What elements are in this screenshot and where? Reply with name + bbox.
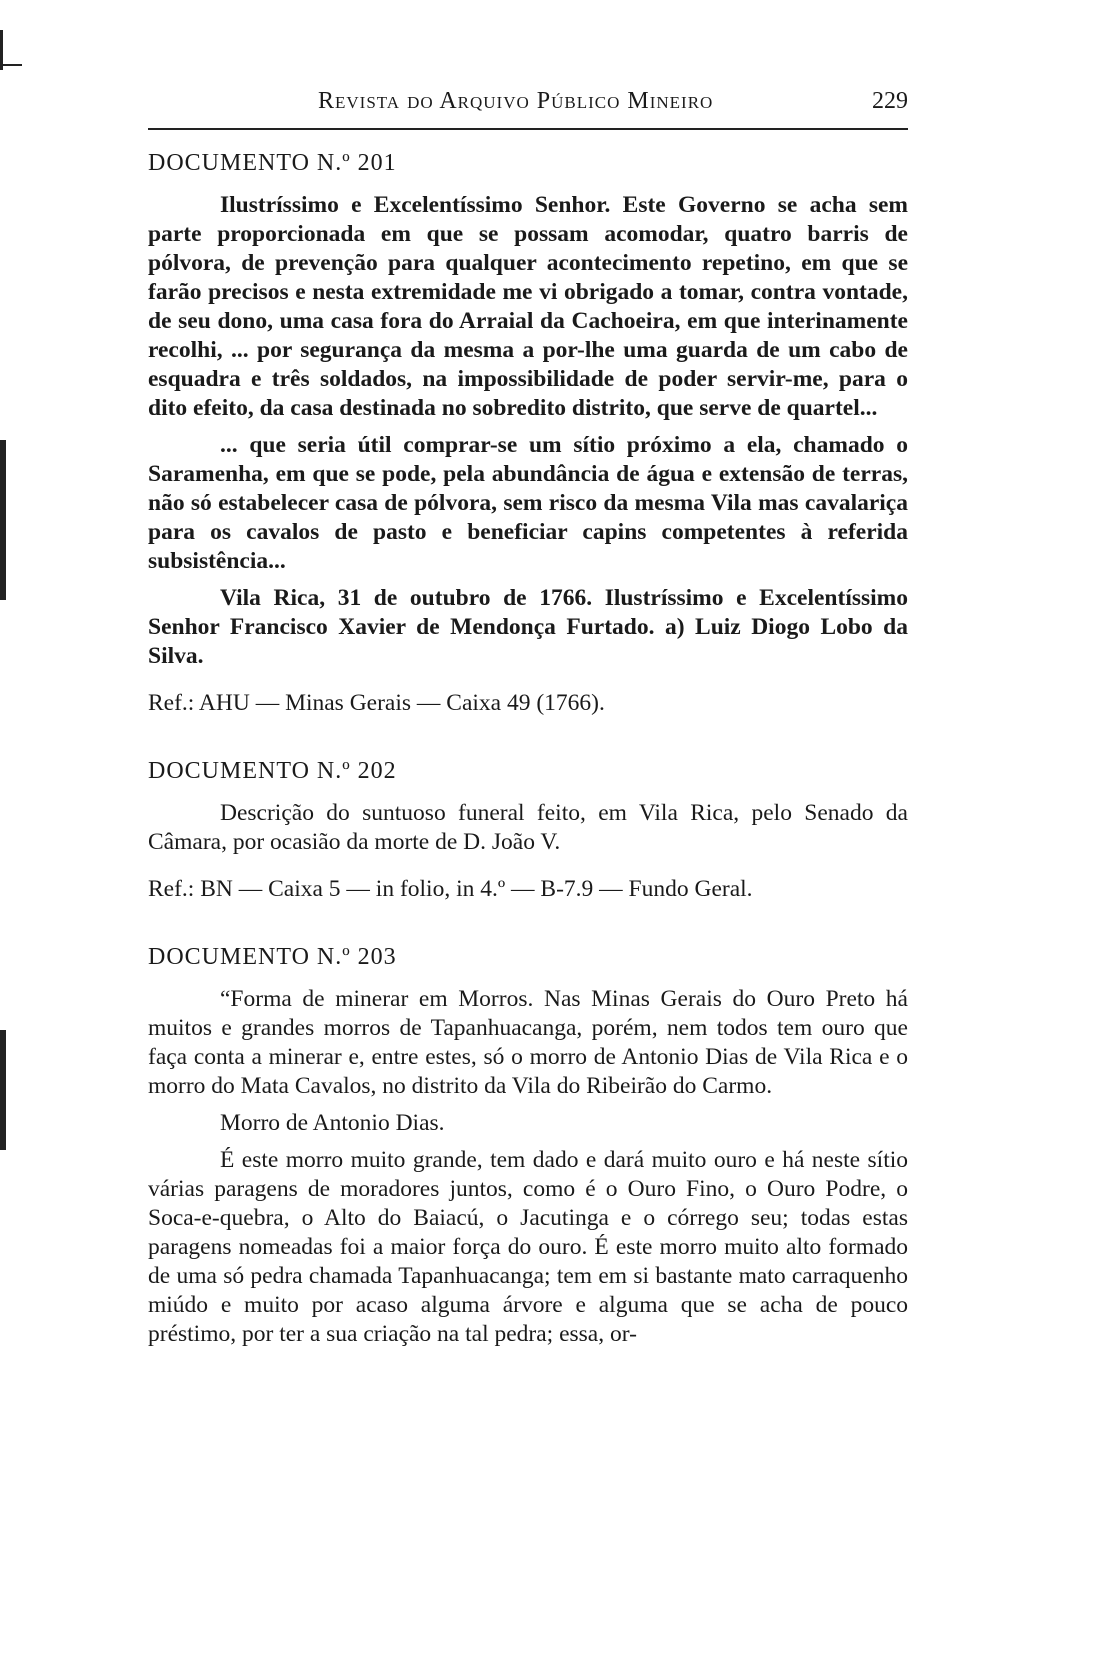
journal-title: Revista do Arquivo Público Mineiro <box>318 88 714 114</box>
document-reference: Ref.: BN — Caixa 5 — in folio, in 4.º — B-7.9 — Fundo Geral. <box>148 876 753 902</box>
paragraph: Descrição do suntuoso funeral feito, em Vila Rica, pelo Senado da Câmara, por ocasião da morte de D. João V. <box>148 800 908 855</box>
document-heading: DOCUMENTO N.º 203 <box>148 944 397 970</box>
paragraph: ... que seria útil comprar-se um sítio próximo a ela, chamado o Saramenha, em que se pode, pela abundância de água e extensão de terras, não só estabelecer casa de pólvora, sem risco da mesma Vila mas cavalariça para os cavalos de pasto e beneficiar capins competentes à referida subsistência... <box>148 432 908 574</box>
document-202 <box>148 758 908 904</box>
document-201 <box>148 150 908 718</box>
paragraph: Ilustríssimo e Excelentíssimo Senhor. Este Governo se acha sem parte proporcionada em que se possam acomodar, quatro barris de pólvora, de prevenção para qualquer acontecimento repetino, em que se farão precisos e nesta extremidade me vi obrigado a tomar, contra vontade, de seu dono, uma casa fora do Arraial da Cachoeira, em que interinamente recolhi, ... por segurança da mesma a por-lhe uma guarda de um cabo de esquadra e três soldados, na impossibilidade de poder servir-me, para o dito efeito, da casa destinada no sobredito distrito, que serve de quartel... <box>148 192 908 421</box>
document-heading: DOCUMENTO N.º 202 <box>148 758 397 784</box>
scan-edge-mark <box>0 1030 6 1150</box>
paragraph: Morro de Antonio Dias. <box>220 1110 445 1136</box>
paragraph: “Forma de minerar em Morros. Nas Minas Gerais do Ouro Preto há muitos e grandes morros de Tapanhuacanga, porém, nem todos tem ouro que faça conta a minerar e, entre estes, só o morro de Antonio Dias de Vila Rica e o morro do Mata Cavalos, no distrito da Vila do Ribeirão do Carmo. <box>148 986 908 1099</box>
paragraph: É este morro muito grande, tem dado e dará muito ouro e há neste sítio várias paragens de moradores juntos, como é o Ouro Fino, o Ouro Podre, o Soca-e-quebra, o Alto do Baiacú, o Jacutinga e o córrego seu; todas estas paragens nomeadas foi a maior força do ouro. É este morro muito alto formado de uma só pedra chamada Tapanhuacanga; tem em si bastante mato carraquenho miúdo e muito por acaso alguma árvore e alguma que se acha de pouco préstimo, por ter a sua criação na tal pedra; essa, or- <box>148 1147 908 1347</box>
page <box>148 88 908 1357</box>
document-203 <box>148 944 908 1349</box>
document-reference: Ref.: AHU — Minas Gerais — Caixa 49 (1766). <box>148 690 605 716</box>
paragraph: Vila Rica, 31 de outubro de 1766. Ilustríssimo e Excelentíssimo Senhor Francisco Xavier de Mendonça Furtado. a) Luiz Diogo Lobo da Silva. <box>148 585 908 669</box>
scan-edge-mark <box>0 64 22 66</box>
page-number: 229 <box>872 88 908 114</box>
running-header <box>148 88 908 130</box>
document-heading: DOCUMENTO N.º 201 <box>148 150 397 176</box>
scan-edge-mark <box>0 440 6 600</box>
